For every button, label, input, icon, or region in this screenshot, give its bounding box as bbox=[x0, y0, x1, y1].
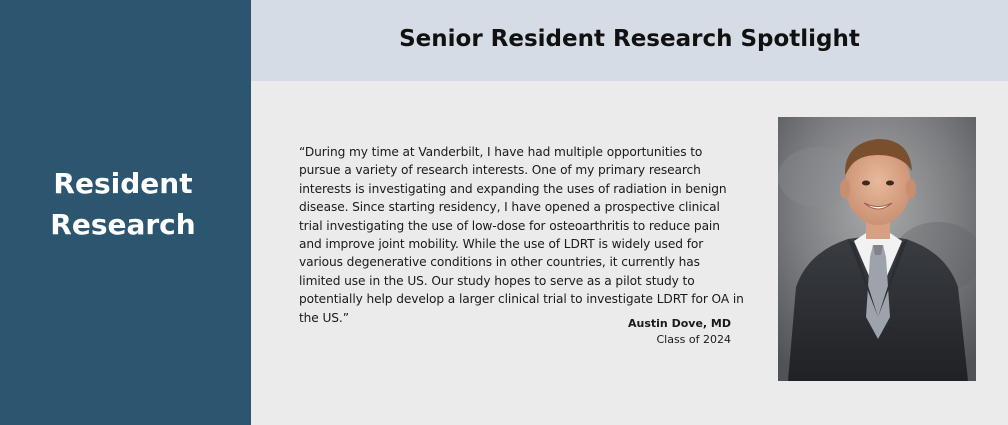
header-band bbox=[251, 0, 1008, 81]
sidebar-title-line1: Resident bbox=[53, 167, 193, 200]
spotlight-quote: “During my time at Vanderbilt, I have had multiple opportunities to pursue a variety of research interests. One of my primary research interests is investigating and expanding the uses of radiation in benign disease. Since starting residency, I have opened a prospective clinical trial investigating the use of low-dose for osteoarthritis to reduce pain and improve joint mobility. While the use of LDRT is widely used for various degenerative conditions in other countries, it currently has limited use in the US. Our study hopes to serve as a pilot study to potentially help develop a larger clinical trial to investigate LDRT for OA in the US.” bbox=[299, 145, 744, 325]
sidebar-title bbox=[0, 163, 246, 245]
page-title: Senior Resident Research Spotlight bbox=[399, 26, 860, 52]
sidebar bbox=[0, 0, 251, 425]
author-class: Class of 2024 bbox=[656, 333, 731, 346]
author-name: Austin Dove, MD bbox=[628, 317, 731, 330]
resident-photo bbox=[778, 117, 976, 381]
sidebar-title-line2: Research bbox=[50, 208, 196, 241]
